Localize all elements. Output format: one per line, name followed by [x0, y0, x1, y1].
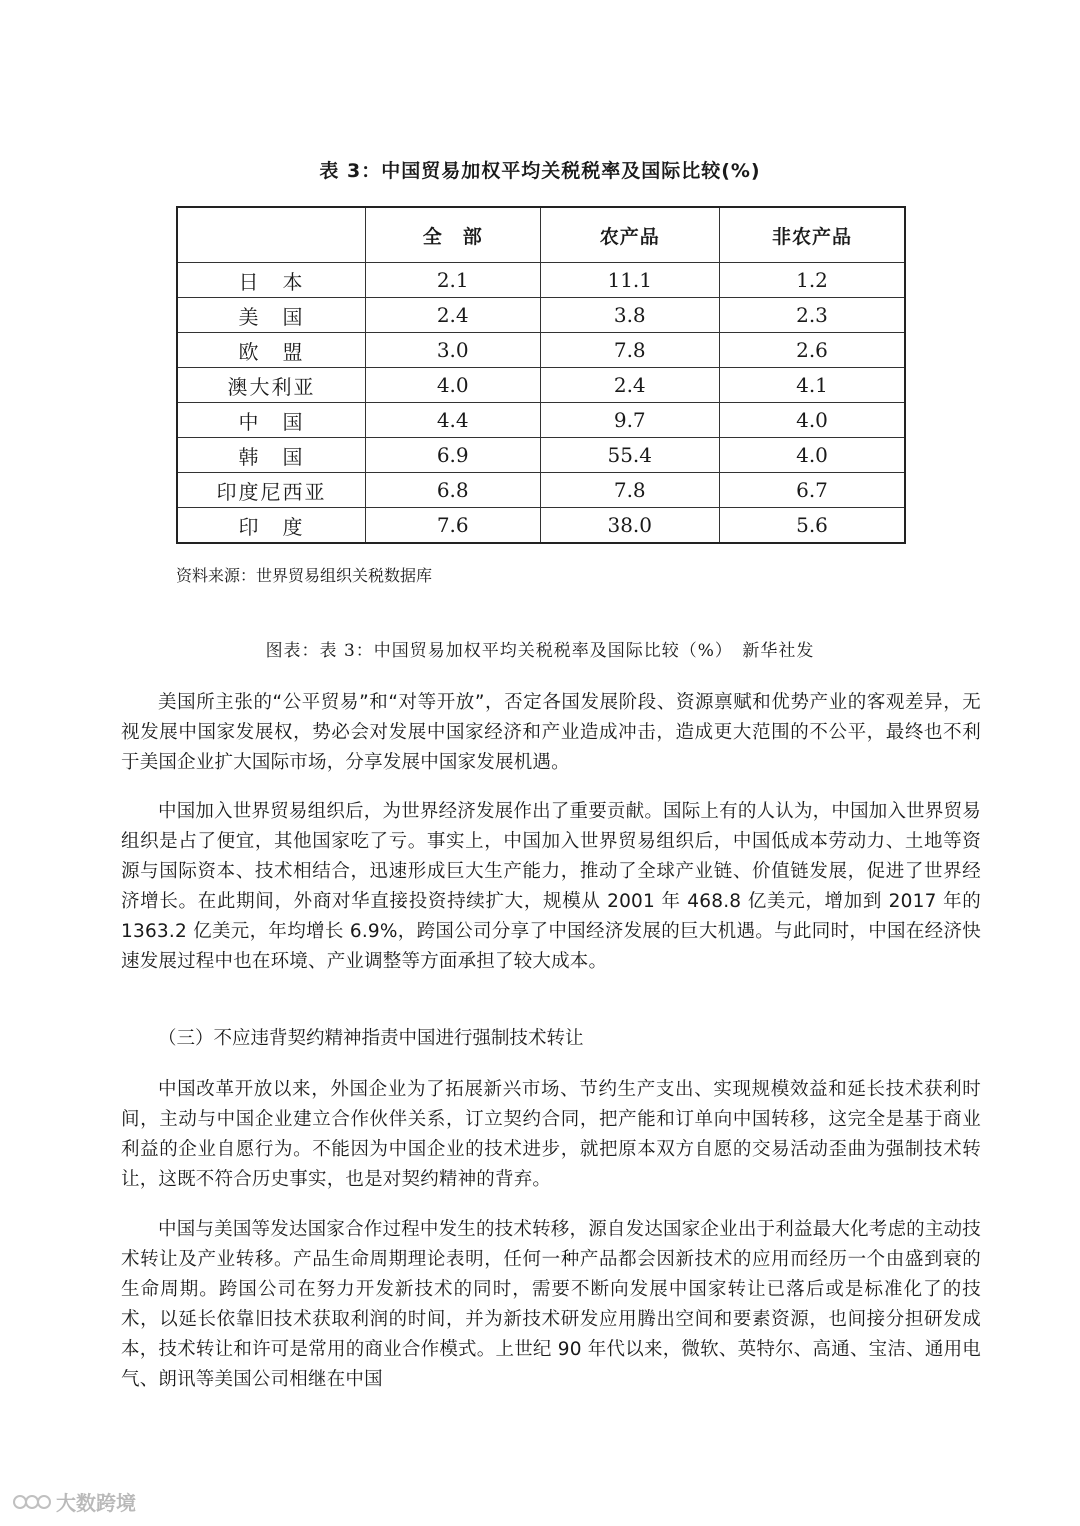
table-row: [177, 403, 905, 438]
agri-cell: 9.7: [540, 403, 720, 438]
table-title: 表 3：中国贸易加权平均关税税率及国际比较(%): [319, 160, 761, 182]
table-source-note: 资料来源：世界贸易组织关税数据库: [176, 566, 433, 585]
non-agri-cell: 4.1: [720, 368, 905, 403]
header-country: [177, 207, 365, 263]
country-cell: 印度尼西亚: [177, 473, 365, 508]
table-row: [177, 368, 905, 403]
non-agri-cell: 2.6: [720, 333, 905, 368]
paragraph-technology-transfer: 中国与美国等发达国家合作过程中发生的技术转移，源自发达国家企业出于利益最大化考虑的主动技术转让及产业转移。产品生命周期理论表明，任何一种产品都会因新技术的应用而经历一个由盛到衰的生命周期。跨国公司在努力开发新技术的同时，需要不断向发展中国家转让已落后或是标准化了的技术，以延长依靠旧技术获取利润的时间，并为新技术研发应用腾出空间和要素资源，也间接分担研发成本，技术转让和许可是常用的商业合作模式。上世纪 90 年代以来，微软、英特尔、高通、宝洁、通用电气、朗讯等美国公司相继在中国: [121, 1219, 981, 1390]
table-row: [177, 473, 905, 508]
non-agri-cell: 4.0: [720, 403, 905, 438]
country-cell: 欧 盟: [177, 333, 365, 368]
non-agri-cell: 2.3: [720, 298, 905, 333]
agri-cell: 38.0: [540, 508, 720, 544]
paragraph-wto-accession: 中国加入世界贸易组织后，为世界经济发展作出了重要贡献。国际上有的人认为，中国加入世界贸易组织是占了便宜，其他国家吃了亏。事实上，中国加入世界贸易组织后，中国低成本劳动力、土地等资源与国际资本、技术相结合，迅速形成巨大生产能力，推动了全球产业链、价值链发展，促进了世界经济增长。在此期间，外商对华直接投资持续扩大，规模从 2001 年 468.8 亿美元，增加到 2017 年的 1363.2 亿美元，年均增长 6.9%，跨国公司分享了中国经济发展的巨大机遇。与此同时，中国在经济快速发展过程中也在环境、产业调整等方面承担了较大成本。: [121, 801, 981, 972]
watermark: [12, 1487, 136, 1516]
watermark-logo-icon: [12, 1491, 52, 1513]
all-cell: 2.4: [365, 298, 540, 333]
agri-cell: 7.8: [540, 473, 720, 508]
agri-cell: 3.8: [540, 298, 720, 333]
non-agri-cell: 4.0: [720, 438, 905, 473]
non-agri-cell: 6.7: [720, 473, 905, 508]
agri-cell: 2.4: [540, 368, 720, 403]
header-all: 全 部: [365, 207, 540, 263]
country-cell: 印 度: [177, 508, 365, 544]
table-row: [177, 438, 905, 473]
country-cell: 中 国: [177, 403, 365, 438]
country-cell: 日 本: [177, 263, 365, 298]
agri-cell: 11.1: [540, 263, 720, 298]
agri-cell: 55.4: [540, 438, 720, 473]
tariff-table: [176, 206, 906, 544]
all-cell: 6.8: [365, 473, 540, 508]
agri-cell: 7.8: [540, 333, 720, 368]
all-cell: 3.0: [365, 333, 540, 368]
country-cell: 韩 国: [177, 438, 365, 473]
all-cell: 4.4: [365, 403, 540, 438]
paragraph-reform-opening: 中国改革开放以来，外国企业为了拓展新兴市场、节约生产支出、实现规模效益和延长技术获利时间，主动与中国企业建立合作伙伴关系，订立契约合同，把产能和订单向中国转移，这完全是基于商业利益的企业自愿行为。不能因为中国企业的技术进步，就把原本双方自愿的交易活动歪曲为强制技术转让，这既不符合历史事实，也是对契约精神的背弃。: [121, 1079, 981, 1190]
country-cell: 澳大利亚: [177, 368, 365, 403]
all-cell: 4.0: [365, 368, 540, 403]
table-header-row: [177, 207, 905, 263]
non-agri-cell: 1.2: [720, 263, 905, 298]
table-row: [177, 263, 905, 298]
paragraph-fair-trade: 美国所主张的“公平贸易”和“对等开放”，否定各国发展阶段、资源禀赋和优势产业的客观差异，无视发展中国家发展权，势必会对发展中国家经济和产业造成冲击，造成更大范围的不公平，最终也不利于美国企业扩大国际市场，分享发展中国家发展机遇。: [121, 692, 981, 773]
table-row: [177, 298, 905, 333]
table-row: [177, 333, 905, 368]
non-agri-cell: 5.6: [720, 508, 905, 544]
table-row: [177, 508, 905, 544]
header-agricultural: 农产品: [540, 207, 720, 263]
header-non-agricultural: 非农产品: [720, 207, 905, 263]
all-cell: 7.6: [365, 508, 540, 544]
country-cell: 美 国: [177, 298, 365, 333]
all-cell: 2.1: [365, 263, 540, 298]
watermark-text: 大数跨境: [56, 1491, 136, 1515]
section-heading: （三）不应违背契约精神指责中国进行强制技术转让: [158, 1028, 584, 1049]
all-cell: 6.9: [365, 438, 540, 473]
figure-caption: 图表：表 3：中国贸易加权平均关税税率及国际比较（%） 新华社发: [265, 641, 815, 661]
